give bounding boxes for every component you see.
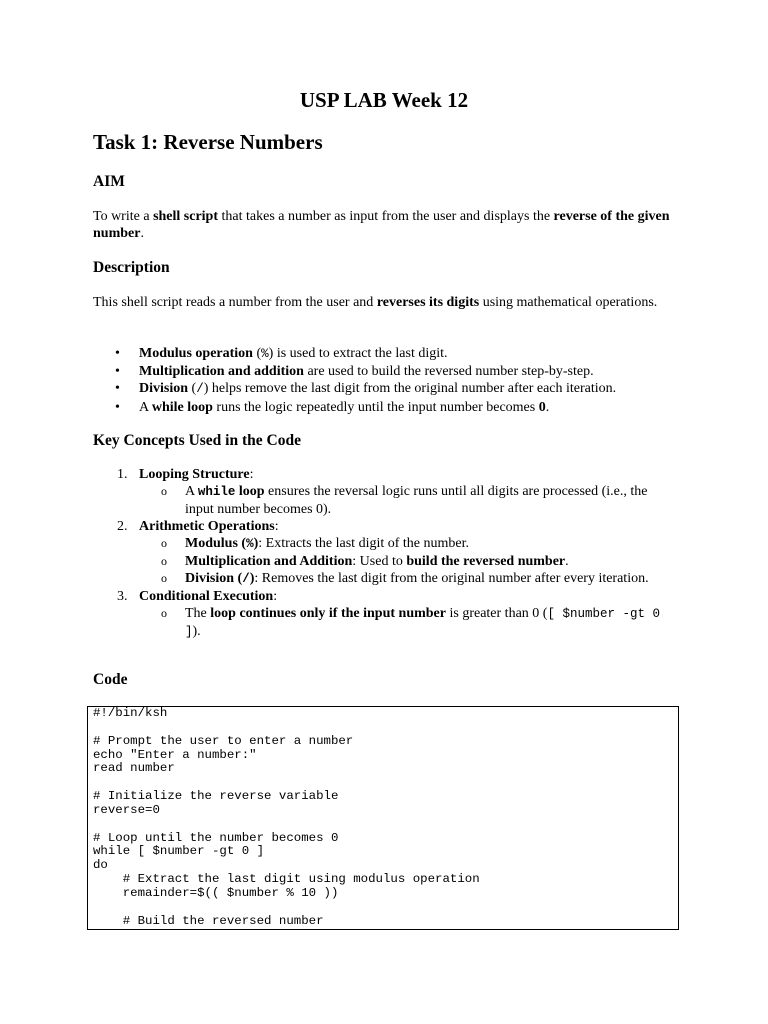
code-block [87, 706, 679, 930]
description-paragraph: This shell script reads a number from the user and reverses its digits using mathematical operations. [93, 295, 658, 310]
description-bullet-list [93, 345, 616, 416]
sub-list-item: o Division (/): Removes the last digit from the original number after every iteration. [139, 570, 675, 588]
list-item: • A while loop runs the logic repeatedly until the input number becomes 0. [93, 399, 616, 416]
code-text: #!/bin/ksh # Prompt the user to enter a number echo "Enter a number:" read number # Initialize the reverse variable reverse=0 # Loop until the number becomes 0 while [ $number -gt 0 ] do # Extract the last digit using modulus operation remainder=$(( $number % 10 )) # Build the reversed number [93, 706, 480, 928]
list-item: 2. Arithmetic Operations: o Modulus (%): Extracts the last digit of the number. o Multiplication and Addition: Used to build the reversed number. o Division (/): Removes the last digit from the original number after every iteration. [93, 518, 683, 588]
document-title: USP LAB Week 12 [299, 88, 469, 112]
sub-list-item: o A while loop ensures the reversal logic runs until all digits are processed (i.e., the input number becomes 0). [139, 483, 675, 518]
aim-heading: AIM [93, 173, 125, 190]
description-heading: Description [93, 259, 170, 276]
key-concepts-heading: Key Concepts Used in the Code [93, 432, 301, 449]
list-item: • Multiplication and addition are used to build the reversed number step-by-step. [93, 363, 616, 380]
list-item: 1. Looping Structure: o A while loop ensures the reversal logic runs until all digits are processed (i.e., the input number becomes 0). [93, 466, 683, 518]
key-concepts-list [93, 466, 683, 641]
aim-paragraph: To write a shell script that takes a number as input from the user and displays the reverse of the given number. [93, 209, 670, 241]
code-heading: Code [93, 671, 128, 688]
sub-list-item: o The loop continues only if the input number is greater than 0 ([ $number -gt 0 ]). [139, 605, 675, 641]
task-heading: Task 1: Reverse Numbers [93, 130, 323, 154]
list-item: 3. Conditional Execution: o The loop continues only if the input number is greater than 0 ([ $number -gt 0 ]). [93, 588, 683, 641]
sub-list-item: o Multiplication and Addition: Used to build the reversed number. [139, 553, 675, 570]
list-item: • Division (/) helps remove the last digit from the original number after each iteration. [93, 380, 616, 398]
list-item: • Modulus operation (%) is used to extract the last digit. [93, 345, 616, 363]
sub-list-item: o Modulus (%): Extracts the last digit of the number. [139, 535, 675, 553]
